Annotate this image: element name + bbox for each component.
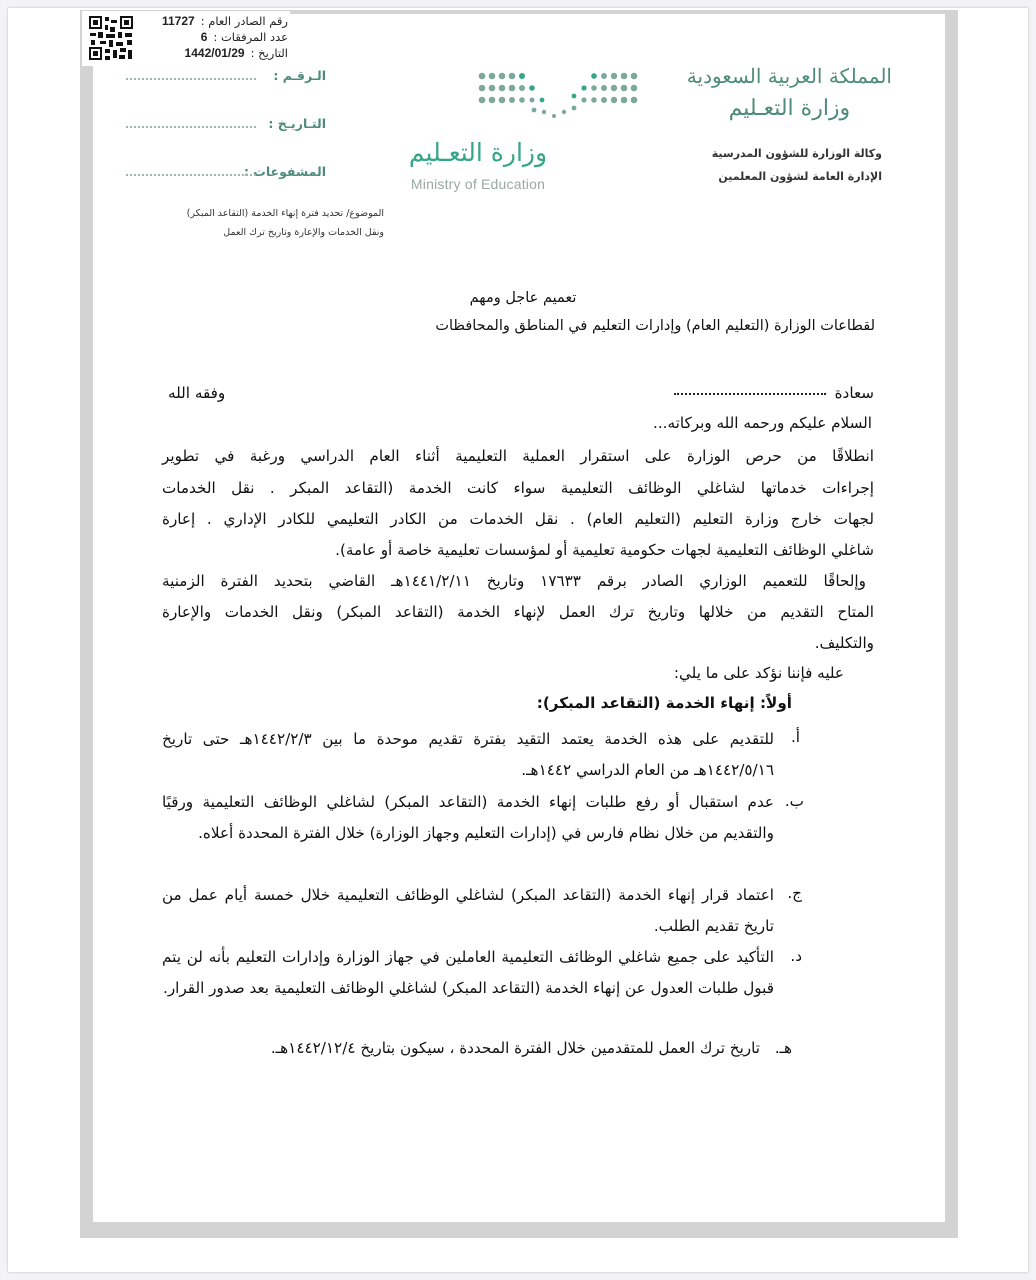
paragraph-1-line-1: انطلاقًا من حرص الوزارة على استقرار العملية التعليمية أثناء العام الدراسي ورغبة في تطوير xyxy=(162,447,874,465)
letterhead-right xyxy=(687,64,892,121)
stamp-date-line xyxy=(138,45,288,61)
stamp-date-label: التاريخ : xyxy=(250,46,288,60)
field-date-dots xyxy=(126,126,256,128)
field-attachments-dots xyxy=(126,174,256,176)
salutation-dots xyxy=(674,393,826,395)
paragraph-1-line-4: شاغلي الوظائف التعليمية لجهات حكومية تعليمية أو لمؤسسات تعليمية خاصة أو عامة). xyxy=(335,541,874,559)
circular-title: تعميم عاجل ومهم xyxy=(469,290,577,306)
item-b-letter: ب. xyxy=(784,792,804,810)
item-d-text: التأكيد على جميع شاغلي الوظائف التعليمية العاملين في جهاز الوزارة وإدارات التعليم بأنه لن يتم قبول طلبات العدول عن إنهاء الخدمة (التقاعد المبكر) لشاغلي الوظائف التعليمية بعد صدور القرار. xyxy=(162,948,774,997)
paragraph-1-line-2: إجراءات خدماتها لشاغلي الوظائف التعليمية سواء كانت الخدمة (التقاعد المبكر . نقل الخدمات xyxy=(162,479,874,497)
field-date-label: التـاريـخ : xyxy=(268,116,326,131)
field-number xyxy=(126,68,326,90)
subject-block xyxy=(170,204,384,242)
kingdom-name: المملكة العربية السعودية xyxy=(686,64,892,88)
salutation-end: وفقه الله xyxy=(168,384,226,402)
item-e-letter: هـ. xyxy=(774,1039,792,1057)
item-a-letter: أ. xyxy=(790,728,800,746)
section-1-title: أولاً: إنهاء الخدمة (التقاعد المبكر): xyxy=(536,694,792,712)
salutation-to-label: سعادة xyxy=(834,384,874,402)
greeting: السلام عليكم ورحمه الله وبركاته... xyxy=(653,414,872,432)
item-c-letter: ج. xyxy=(787,884,802,902)
stamp-number-label: رقم الصادر العام : xyxy=(200,14,288,28)
salutation-to xyxy=(670,384,874,402)
agency-line-1: وكالة الوزارة للشؤون المدرسية xyxy=(711,147,882,160)
stamp-attachments-label: عدد المرفقات : xyxy=(213,30,288,44)
paragraph-2-line-2: المتاح التقديم من خلالها وتاريخ ترك العمل لإنهاء الخدمة (التقاعد المبكر) ونقل الخدمات والإعارة xyxy=(162,603,874,621)
paragraph-1-line-3: لجهات خارج وزارة التعليم (التعليم العام) . نقل الخدمات من الكادر التعليمي للكادر الإداري . إعارة xyxy=(162,510,874,528)
item-d-letter: د. xyxy=(790,947,802,965)
agency-line-2: الإدارة العامة لشؤون المعلمين xyxy=(718,170,882,183)
stamp-number-value: 11727 xyxy=(162,14,195,28)
item-c-text: اعتماد قرار إنهاء الخدمة (التقاعد المبكر) لشاغلي الوظائف التعليمية خلال خمسة أيام عمل من تاريخ تقديم الطلب. xyxy=(162,886,774,935)
field-attachments-label: المشفوعات : xyxy=(243,164,326,179)
ministry-logo xyxy=(390,70,650,200)
paragraph-2-line-1: وإلحاقًا للتعميم الوزاري الصادر برقم ١٧٦٣٣ وتاريخ ١٤٤١/٢/١١هـ القاضي بتحديد الفترة الزمنية xyxy=(162,572,866,590)
circular-addressee: لقطاعات الوزارة (التعليم العام) وإدارات التعليم في المناطق والمحافظات xyxy=(435,318,875,334)
agency-block xyxy=(642,142,882,188)
item-b-text: عدم استقبال أو رفع طلبات إنهاء الخدمة (التقاعد المبكر) لشاغلي الوظائف التعليمية ورقيًا والتقديم من خلال نظام فارس في (إدارات التعليم وجهاز الوزارة) خلال الفترة المحددة أعلاه. xyxy=(162,793,774,842)
subject-line-2: ونقل الخدمات والإعارة وتاريخ ترك العمل xyxy=(223,227,384,238)
reference-stamp xyxy=(82,11,290,66)
logo-english-text: Ministry of Education xyxy=(410,176,546,192)
ministry-name: وزارة التعـليم xyxy=(728,96,851,121)
item-e-text: تاريخ ترك العمل للمتقدمين خلال الفترة المحددة ، سيكون بتاريخ ١٤٤٢/١٢/٤هـ. xyxy=(270,1039,760,1057)
stamp-date-value: 1442/01/29 xyxy=(184,46,245,60)
field-attachments xyxy=(126,164,326,186)
stamp-number-line xyxy=(138,13,288,29)
stamp-attachments-value: 6 xyxy=(200,30,208,44)
logo-arabic-text: وزارة التعـليم xyxy=(408,138,548,167)
logo-dots-icon xyxy=(478,70,644,130)
stamp-attachments-line xyxy=(138,29,288,45)
emphasis-line: عليه فإننا نؤكد على ما يلي: xyxy=(673,664,844,682)
qr-code-icon xyxy=(88,15,134,61)
paragraph-2-line-3: والتكليف. xyxy=(814,634,874,652)
field-date xyxy=(126,116,326,138)
field-number-dots xyxy=(126,78,256,80)
subject-line-1: الموضوع/ تحديد فترة إنهاء الخدمة (التقاعد المبكر) xyxy=(186,208,384,219)
field-number-label: الـرقـم : xyxy=(273,68,326,83)
item-a-text: للتقديم على هذه الخدمة يعتمد التقيد بفترة تقديم موحدة ما بين ١٤٤٢/٢/٣هـ حتى تاريخ ١٤٤٢/٥/١٦هـ من العام الدراسي ١٤٤٢هـ. xyxy=(162,730,774,779)
